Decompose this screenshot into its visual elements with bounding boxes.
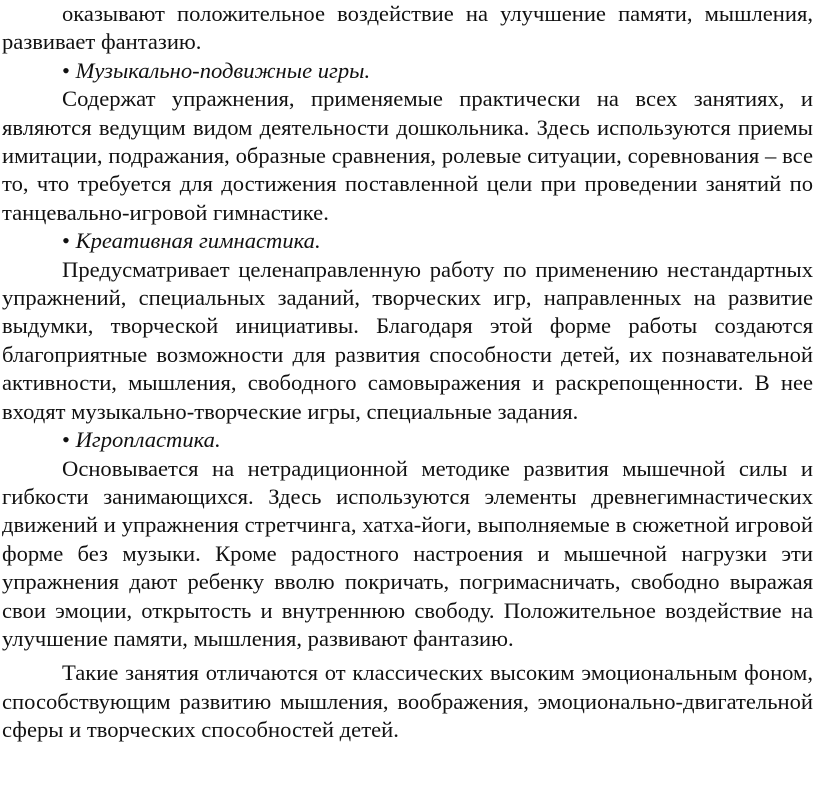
heading-musical-mobile-games: [2, 57, 813, 85]
heading-text: Игропластика.: [75, 427, 221, 453]
heading-text: Музыкально-подвижные игры.: [75, 57, 371, 83]
paragraph-creative-gymnastics: Предусматривает целенаправленную работу по применению нестандартных упражнений, специальных заданий, творческих игр, направленных на развитие выдумки, творческой инициативы. Благодаря этой форме работы создаются благоприятные возможности для развития способности детей, их познавательной активности, мышления, свободного самовыражения и раскрепощенности. В нее входят музыкально-творческие игры, специальные задания.: [2, 256, 813, 424]
bullet-icon: •: [62, 228, 70, 254]
document-page: [2, 0, 813, 745]
paragraph-conclusion: Такие занятия отличаются от классических высоким эмоциональным фоном, способствующим развитию мышления, воображения, эмоционально-двигательной сферы и творческих способностей детей.: [2, 660, 813, 743]
heading-text: Креативная гимнастика.: [75, 228, 321, 254]
bullet-icon: •: [62, 57, 70, 83]
paragraph-intro-continuation: оказывают положительное воздействие на улучшение памяти, мышления, развивает фантазию.: [2, 1, 813, 55]
bullet-icon: •: [62, 427, 70, 453]
paragraph-musical-mobile-games: Содержат упражнения, применяемые практически на всех занятиях, и являются ведущим видом деятельности дошкольника. Здесь используются приемы имитации, подражания, образные сравнения, ролевые ситуации, соревнования – все то, что требуется для достижения поставленной цели при проведении занятий по танцевально-игровой гимнастике.: [2, 86, 813, 225]
paragraph-igroplastika: Основывается на нетрадиционной методике развития мышечной силы и гибкости занимающихся. Здесь используются элементы древнегимнастических движений и упражнения стретчинга, хатха-йоги, выполняемые в сюжетной игровой форме без музыки. Кроме радостного настроения и мышечной нагрузки эти упражнения дают ребенку вволю покричать, погримасничать, свободно выражая свои эмоции, открытость и внутреннюю свободу. Положительное воздействие на улучшение памяти, мышления, развивают фантазию.: [2, 455, 813, 651]
heading-creative-gymnastics: [2, 227, 813, 255]
heading-igroplastika: [2, 426, 813, 454]
